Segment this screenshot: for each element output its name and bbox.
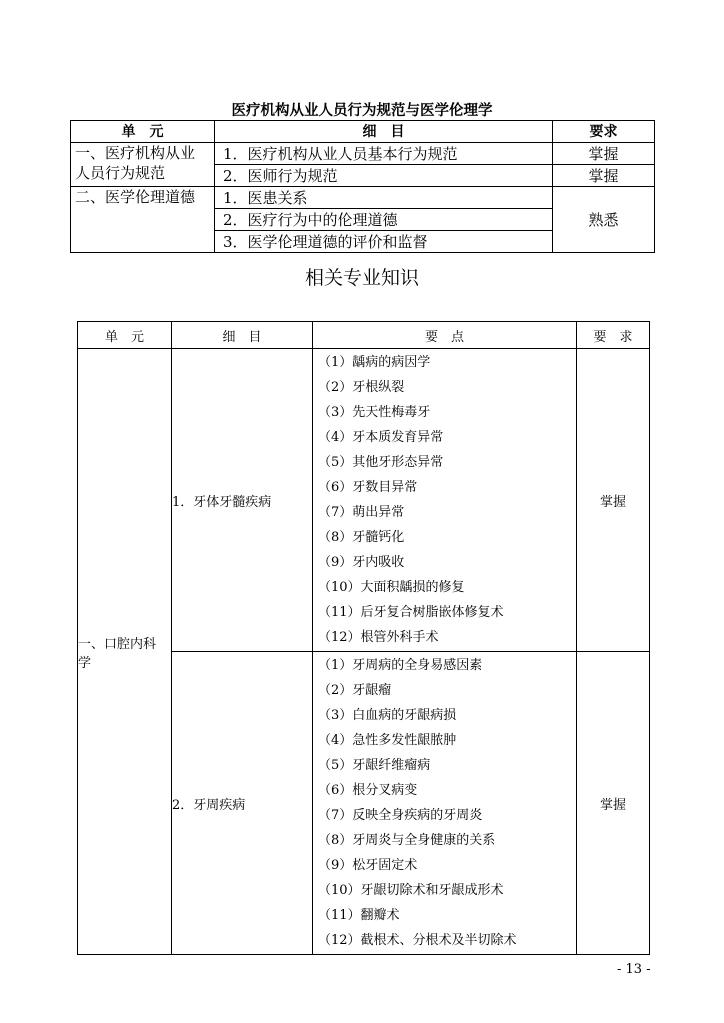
point-item: （10）大面积龋损的修复 [318, 580, 465, 595]
requirement-cell: 掌握 [553, 165, 655, 187]
header-detail: 细 目 [215, 121, 553, 143]
point-item: （1）牙周病的全身易感因素 [318, 658, 483, 673]
unit-cell [78, 349, 172, 955]
detail-cell: 2．医师行为规范 [215, 165, 553, 187]
detail-cell: 2．牙周疾病 [172, 652, 313, 955]
point-item: （11）后牙复合树脂嵌体修复术 [318, 605, 504, 620]
point-item: （6）根分叉病变 [318, 783, 418, 798]
point-item: （2）牙龈瘤 [318, 683, 392, 698]
point-item: （4）急性多发性龈脓肿 [318, 733, 457, 748]
point-item: （1）龋病的病因学 [318, 355, 431, 370]
point-item: （5）其他牙形态异常 [318, 455, 444, 470]
point-item: （5）牙龈纤维瘤病 [318, 758, 431, 773]
point-item: （3）白血病的牙龈病损 [318, 708, 457, 723]
header-unit: 单 元 [78, 322, 172, 349]
unit-cell: 二、医学伦理道德 [71, 187, 215, 253]
unit-cell [71, 143, 215, 187]
point-item: （7）反映全身疾病的牙周炎 [318, 808, 483, 823]
unit-label-line: 一、医疗机构从业 [75, 144, 196, 162]
header-requirement: 要求 [553, 121, 655, 143]
points-cell [313, 349, 577, 652]
header-requirement: 要 求 [577, 322, 650, 349]
table-row [71, 187, 655, 209]
point-item: （3）先天性梅毒牙 [318, 405, 431, 420]
table-header-row [71, 121, 655, 143]
point-item: （2）牙根纵裂 [318, 380, 405, 395]
point-item: （6）牙数目异常 [318, 480, 418, 495]
point-item: （7）萌出异常 [318, 505, 405, 520]
points-cell [313, 652, 577, 955]
table1-title: 医疗机构从业人员行为规范与医学伦理学 [231, 103, 493, 119]
ethics-table [70, 120, 655, 253]
point-item: （11）翻瓣术 [318, 908, 400, 923]
point-item: （8）牙髓钙化 [318, 530, 405, 545]
point-item: （9）牙内吸收 [318, 555, 405, 570]
knowledge-table [77, 321, 650, 955]
detail-cell: 3．医学伦理道德的评价和监督 [215, 231, 553, 253]
table-row [78, 349, 650, 652]
table-header-row [78, 322, 650, 349]
point-item: （8）牙周炎与全身健康的关系 [318, 833, 496, 848]
detail-cell: 1．医患关系 [215, 187, 553, 209]
point-item: （12）截根术、分根术及半切除术 [318, 933, 517, 948]
detail-cell: 1．医疗机构从业人员基本行为规范 [215, 143, 553, 165]
requirement-cell: 掌握 [577, 652, 650, 955]
unit-label-line: 学 [78, 655, 92, 671]
point-item: （12）根管外科手术 [318, 630, 439, 645]
unit-label-line: 人员行为规范 [75, 164, 166, 182]
requirement-cell: 掌握 [577, 349, 650, 652]
requirement-cell: 熟悉 [553, 187, 655, 253]
table-row [71, 143, 655, 165]
requirement-cell: 掌握 [553, 143, 655, 165]
header-unit: 单 元 [71, 121, 215, 143]
page-number: - 13 - [617, 962, 651, 977]
point-item: （10）牙龈切除术和牙龈成形术 [318, 883, 504, 898]
point-item: （4）牙本质发育异常 [318, 430, 444, 445]
unit-label-line: 一、口腔内科 [78, 636, 157, 652]
section-title: 相关专业知识 [304, 267, 419, 289]
header-detail: 细 目 [172, 322, 313, 349]
detail-cell: 2．医疗行为中的伦理道德 [215, 209, 553, 231]
header-points: 要 点 [313, 322, 577, 349]
point-item: （9）松牙固定术 [318, 858, 418, 873]
detail-cell: 1．牙体牙髓疾病 [172, 349, 313, 652]
